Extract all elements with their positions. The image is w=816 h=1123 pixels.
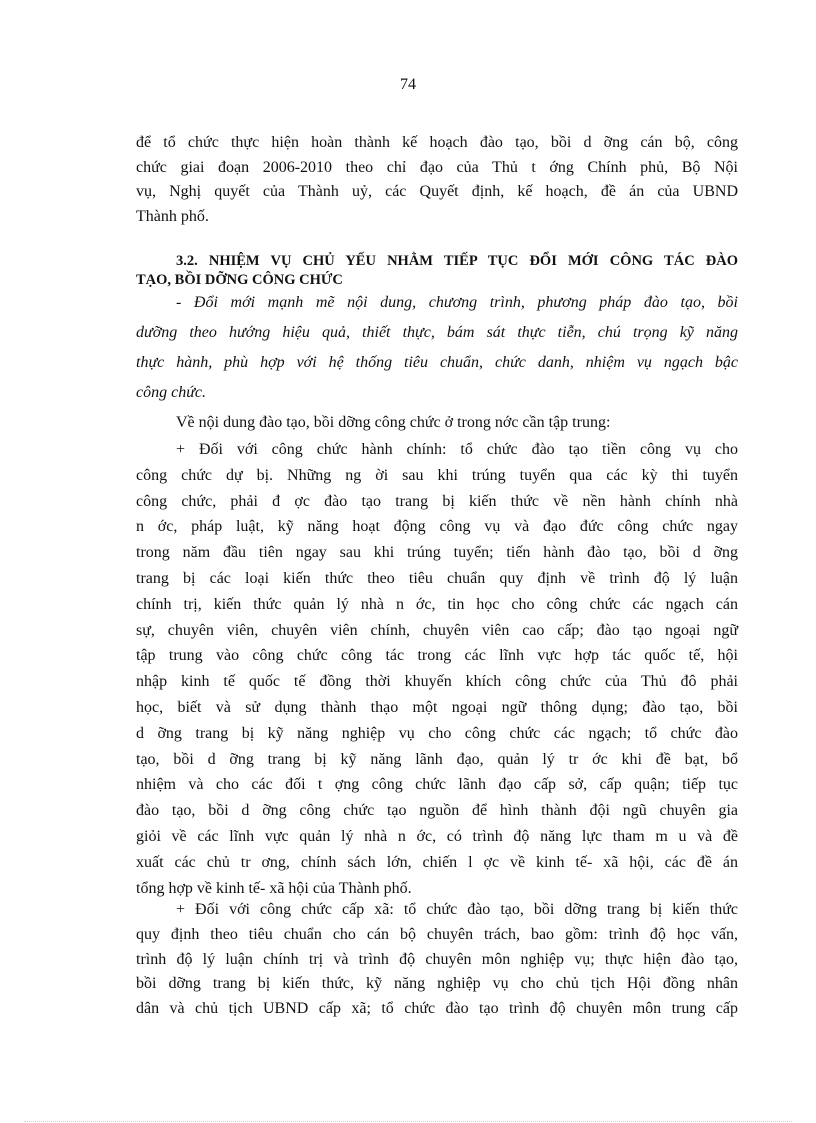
admin-civil-servant-paragraph — [136, 437, 738, 901]
text-line: bồi dỡng trang bị kiến thức, kỹ năng nghiệp vụ cho chủ tịch Hội đồng nhân — [136, 975, 738, 993]
text-line: + Đối với công chức hành chính: tổ chức đào tạo tiền công vụ cho — [176, 441, 738, 458]
text-line: xuất các chủ tr ơng, chính sách lớn, chiến l ợc về kinh tế- xã hội, các đề án — [136, 853, 738, 871]
text-line: Về nội dung đào tạo, bồi dỡng công chức ở trong nớc cần tập trung: — [176, 414, 611, 431]
text-line: công chức. — [136, 384, 207, 401]
text-line: trình độ lý luận chính trị và trình độ chuyên môn nghiệp vụ; thực hiện đào tạo, — [136, 950, 738, 968]
text-line: vụ, Nghị quyết của Thành uỷ, các Quyết định, kế hoạch, đề án của UBND — [136, 183, 738, 200]
page-bottom-divider — [24, 1121, 792, 1122]
content-intro-line — [136, 410, 738, 436]
text-line: sự, chuyên viên, chuyên viên chính, chuyên viên cao cấp; đào tạo ngoại ngữ — [136, 621, 738, 639]
text-line: quy định theo tiêu chuẩn cho cán bộ chuyên trách, bao gồm: trình độ học vấn, — [136, 925, 738, 943]
heading-line: TẠO, BỒI DỠNG CÔNG CHỨC — [136, 272, 343, 288]
text-line: đào tạo, bồi d ỡng công chức tạo nguồn để hình thành đội ngũ chuyên gia — [136, 802, 738, 820]
heading-line: 3.2. NHIỆM VỤ CHỦ YẾU NHẰM TIẾP TỤC ĐỔI MỚI CÔNG TÁC ĐÀO — [176, 253, 738, 269]
section-heading — [136, 252, 738, 290]
text-line: trong năm đầu tiên ngay sau khi trúng tuyển; tiến hành đào tạo, bồi d ỡng — [136, 544, 738, 562]
text-line: tập trung vào công chức công tác trong các lĩnh vực hợp tác quốc tế, hội — [136, 647, 738, 665]
text-line: dân và chủ tịch UBND cấp xã; tổ chức đào tạo trình độ chuyên môn trung cấp — [136, 1000, 738, 1018]
text-line: n ớc, pháp luật, kỹ năng hoạt động công vụ và đạo đức công chức ngay — [136, 518, 738, 536]
text-line: chính trị, kiến thức quản lý nhà n ớc, tin học cho công chức các ngạch cán — [136, 595, 738, 613]
text-line: - Đổi mới mạnh mẽ nội dung, chương trình, phương pháp đào tạo, bồi — [176, 294, 738, 311]
text-line: tổng hợp về kinh tế- xã hội của Thành phố. — [136, 879, 412, 897]
text-line: giỏi về các lĩnh vực quản lý nhà n ớc, có trình độ năng lực tham m u và đề — [136, 827, 738, 845]
text-line: trang bị các loại kiến thức theo tiêu chuẩn quy định về trình độ lý luận — [136, 569, 738, 587]
text-line: chức giai đoạn 2006-2010 theo chỉ đạo của Thủ t ớng Chính phủ, Bộ Nội — [136, 158, 738, 176]
italic-paragraph — [136, 288, 738, 408]
text-line: nhập kinh tế quốc tế đồng thời khuyến khích công chức của Thủ đô phải — [136, 673, 738, 691]
text-line: thực hành, phù hợp với hệ thống tiêu chuẩn, chức danh, nhiệm vụ ngạch bậc — [136, 354, 738, 371]
text-line: d ỡng trang bị kỹ năng nghiệp vụ cho công chức các ngạch; tổ chức đào — [136, 724, 738, 742]
text-line: dưỡng theo hướng hiệu quả, thiết thực, bám sát thực tiễn, chú trọng kỹ năng — [136, 324, 738, 341]
text-line: học, biết và sử dụng thành thạo một ngoại ngữ thông dụng; đào tạo, bồi — [136, 698, 738, 716]
text-line: để tổ chức thực hiện hoàn thành kế hoạch đào tạo, bồi d ỡng cán bộ, công — [136, 134, 738, 151]
commune-civil-servant-paragraph — [136, 898, 738, 1022]
intro-paragraph — [136, 131, 738, 229]
text-line: công chức dự bị. Những ng ời sau khi trúng tuyển qua các kỳ thi tuyển — [136, 466, 738, 484]
page-number: 74 — [400, 76, 416, 93]
text-line: tạo, bồi d ỡng trang bị kỹ năng lãnh đạo, quản lý tr ớc khi đề bạt, bổ — [136, 750, 738, 768]
text-line: Thành phố. — [136, 207, 209, 225]
text-line: nhiệm và cho các đối t ợng công chức lãnh đạo cấp sở, cấp quận; tiếp tục — [136, 776, 738, 794]
text-line: công chức, phải đ ợc đào tạo trang bị kiến thức về nền hành chính nhà — [136, 492, 738, 510]
text-line: + Đối với công chức cấp xã: tổ chức đào tạo, bồi dỡng trang bị kiến thức — [176, 901, 738, 918]
